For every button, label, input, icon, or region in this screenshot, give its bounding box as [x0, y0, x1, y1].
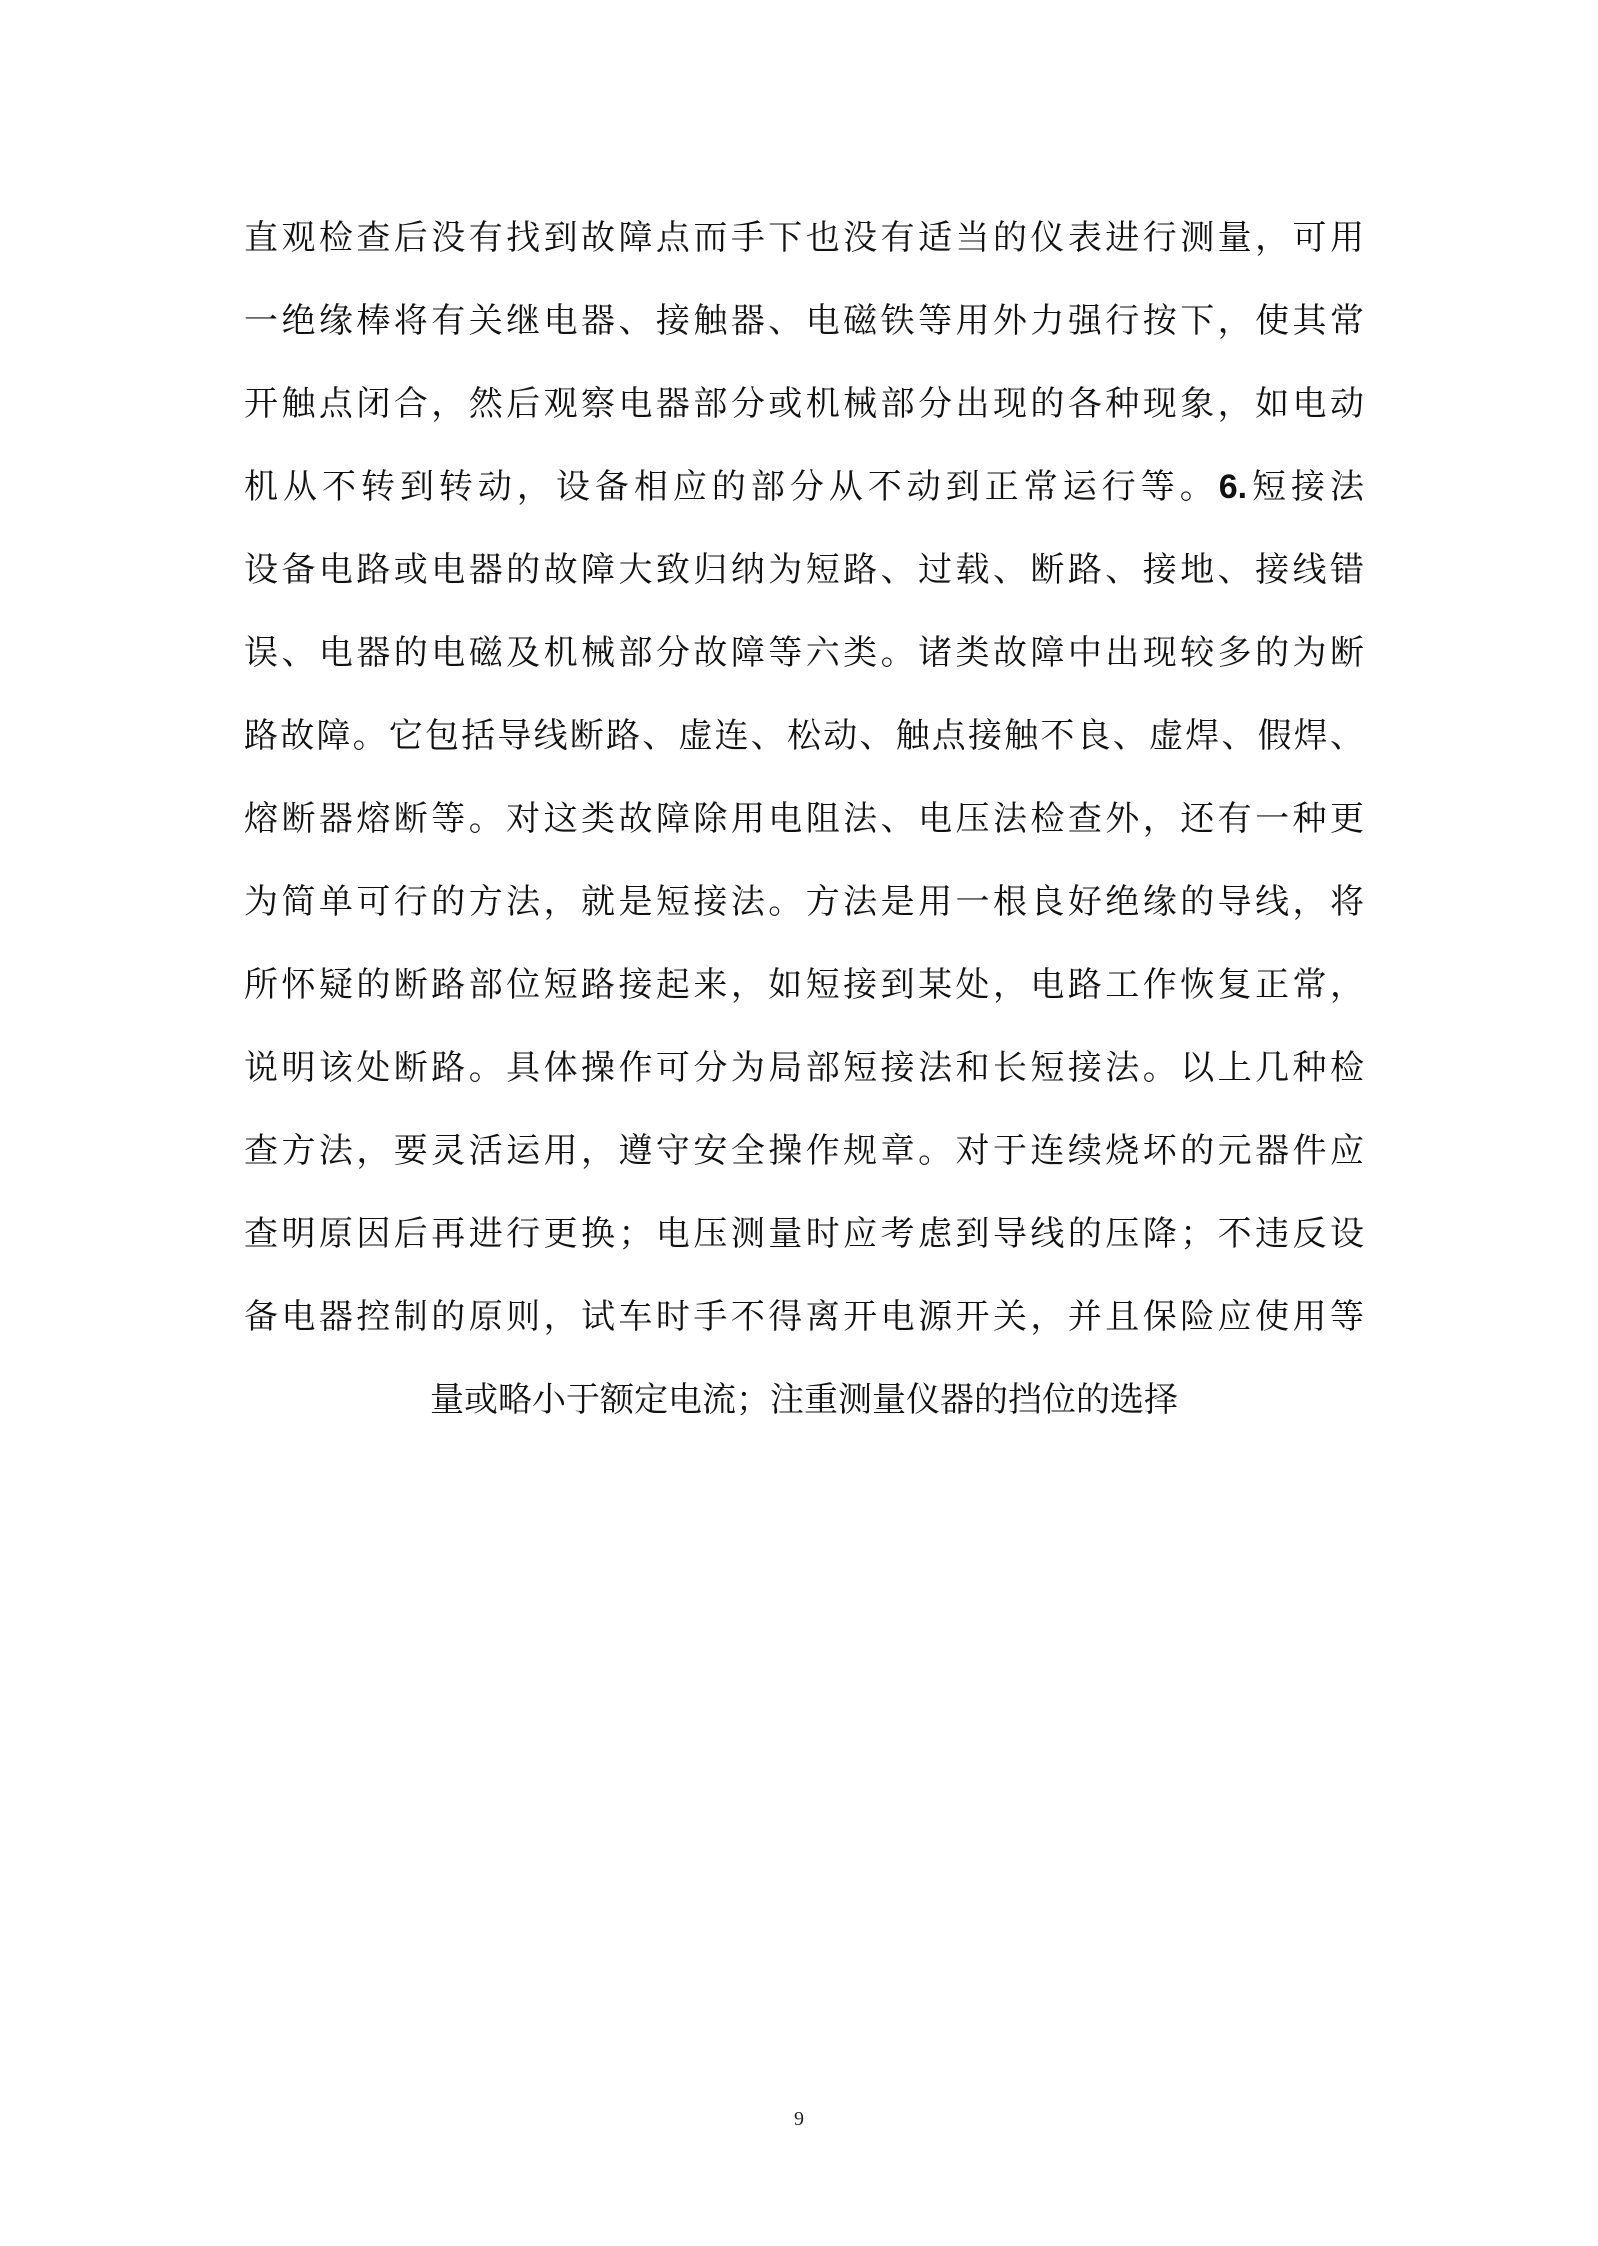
section-number: 6.: [1218, 468, 1248, 506]
text-line-3: 开触点闭合，然后观察电器部分或机械部分出现的各种现象，如电动: [244, 384, 1364, 424]
text-line-13: 查明原因后再进行更换；电压测量时应考虑到导线的压降；不违反设: [244, 1214, 1364, 1254]
text-line-8: 熔断器熔断等。对这类故障除用电阻法、电压法检查外，还有一种更: [244, 799, 1364, 839]
text-line-1: 直观检查后没有找到故障点而手下也没有适当的仪表进行测量，可用: [244, 218, 1364, 258]
body-text: [244, 208, 1364, 1453]
text-line-2: 一绝缘棒将有关继电器、接触器、电磁铁等用外力强行按下，使其常: [244, 301, 1364, 341]
text-line-9: 为简单可行的方法，就是短接法。方法是用一根良好绝缘的导线，将: [244, 882, 1364, 922]
section-heading: 短接法: [1247, 467, 1364, 507]
text-line-6: 误、电器的电磁及机械部分故障等六类。诸类故障中出现较多的为断: [244, 633, 1364, 673]
text-line-5: 设备电路或电器的故障大致归纳为短路、过载、断路、接地、接线错: [244, 550, 1364, 590]
text-line-4: [244, 457, 1364, 540]
text-line-10: 所怀疑的断路部位短路接起来，如短接到某处，电路工作恢复正常，: [244, 965, 1364, 1005]
page-number: 9: [794, 2108, 804, 2130]
text-line-14: 备电器控制的原则，试车时手不得离开电源开关，并且保险应使用等: [244, 1297, 1364, 1337]
text-line-15: 量或略小于额定电流；注重测量仪器的挡位的选择: [430, 1380, 1178, 1420]
text-line-7: 路故障。它包括导线断路、虚连、松动、触点接触不良、虚焊、假焊、: [244, 716, 1364, 756]
text-line-11: 说明该处断路。具体操作可分为局部短接法和长短接法。以上几种检: [244, 1048, 1364, 1088]
text-line-12: 查方法，要灵活运用，遵守安全操作规章。对于连续烧坏的元器件应: [244, 1131, 1364, 1171]
text-line-4-body: 机从不转到转动，设备相应的部分从不动到正常运行等。: [244, 467, 1219, 507]
